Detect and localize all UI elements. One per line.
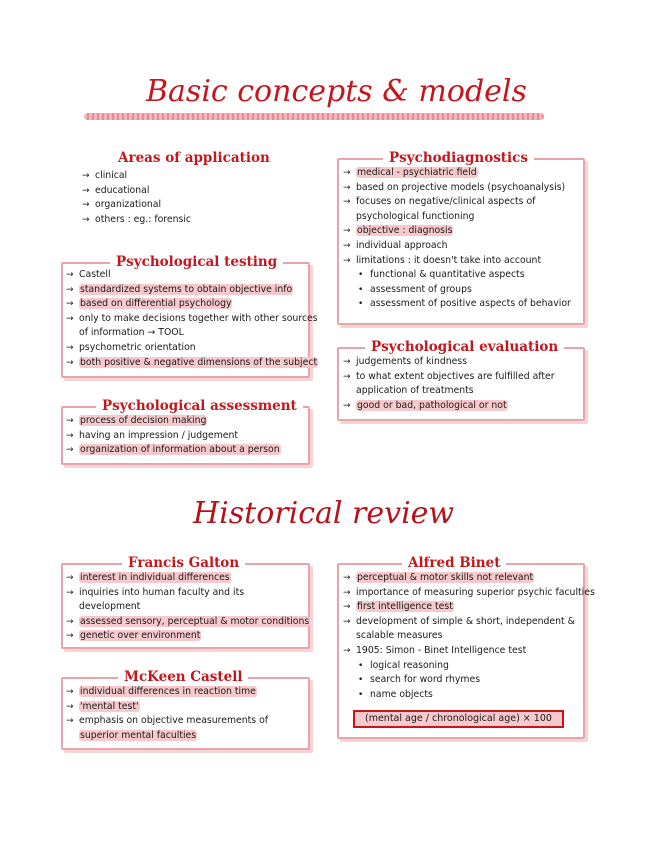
arrow-icon: → — [66, 573, 74, 583]
list-item: → emphasis on objective measurements of — [66, 714, 268, 729]
binet-title: Alfred Binet — [402, 555, 506, 571]
list-item: application of treatments — [356, 385, 474, 397]
arrow-icon: → — [343, 255, 351, 266]
list-item: → educational — [82, 184, 150, 196]
list-item: → inquiries into human faculty and its — [66, 586, 310, 601]
list-item: → based on differential psychology — [66, 297, 318, 312]
list-item: → others : eg.: forensic — [82, 213, 192, 225]
arrow-icon: → — [343, 616, 351, 627]
arrow-icon: → — [66, 631, 74, 642]
list-item: • assessment of groups — [343, 283, 571, 298]
list-item: → Castell — [66, 268, 318, 283]
arrow-icon: → — [343, 400, 351, 411]
arrow-icon: → — [66, 416, 74, 426]
list-item: → clinical — [82, 170, 128, 181]
testing-list — [66, 268, 318, 370]
arrow-icon: → — [343, 168, 351, 178]
list-item: → judgements of kindness — [343, 355, 555, 370]
arrow-icon: → — [66, 270, 74, 280]
arrow-icon: → — [343, 240, 351, 251]
arrow-icon: → — [343, 197, 351, 208]
list-item: → only to make decisions together with other sources — [66, 312, 318, 327]
psychodiagnostics-title: Psychodiagnostics — [383, 150, 534, 166]
list-item: → psychometric orientation — [66, 341, 318, 356]
arrow-icon: → — [66, 313, 74, 324]
list-item: → process of decision making — [66, 414, 281, 429]
arrow-icon: → — [343, 357, 351, 367]
arrow-icon: → — [343, 371, 351, 382]
list-item: → 'mental test' — [66, 700, 268, 715]
list-item: • functional & quantitative aspects — [343, 268, 571, 283]
list-item: • assessment of positive aspects of behavior — [343, 297, 571, 312]
evaluation-title: Psychological evaluation — [365, 339, 564, 355]
list-item: → individual differences in reaction time — [66, 685, 268, 700]
arrow-icon: → — [66, 687, 74, 697]
list-item: → organizational — [82, 199, 162, 211]
iq-formula: (mental age / chronological age) × 100 — [353, 710, 564, 728]
list-item: → individual approach — [343, 239, 571, 254]
title-underline — [84, 113, 544, 120]
list-item: → based on projective models (psychoanalysis) — [343, 181, 571, 196]
cattell-list — [66, 685, 268, 743]
arrow-icon: → — [66, 445, 74, 456]
psychodiagnostics-list — [343, 166, 571, 312]
testing-title: Psychological testing — [110, 254, 283, 270]
arrow-icon: → — [343, 602, 351, 613]
areas-list — [82, 169, 191, 227]
list-item: → good or bad, pathological or not — [343, 399, 555, 414]
arrow-icon: → — [66, 299, 74, 310]
arrow-icon: → — [343, 645, 351, 656]
arrow-icon: → — [343, 587, 351, 598]
bullet-icon: • — [358, 284, 364, 295]
list-item: → objective : diagnosis — [343, 224, 571, 239]
list-item: → development of simple & short, independent & — [343, 615, 595, 630]
assessment-title: Psychological assessment — [96, 398, 303, 414]
arrow-icon: → — [66, 616, 74, 627]
assessment-list — [66, 414, 281, 458]
evaluation-list — [343, 355, 555, 413]
arrow-icon: → — [66, 284, 74, 295]
arrow-icon: → — [66, 342, 74, 353]
arrow-icon: → — [66, 701, 74, 712]
list-item: → to what extent objectives are fulfilled after — [343, 370, 555, 385]
list-item: → interest in individual differences — [66, 571, 310, 586]
list-item: → having an impression / judgement — [66, 429, 281, 444]
binet-list — [343, 571, 595, 702]
list-item: development — [79, 601, 141, 613]
list-item: psychological functioning — [356, 210, 475, 222]
list-item: → both positive & negative dimensions of the subject — [66, 356, 318, 371]
arrow-icon: → — [66, 430, 74, 441]
list-item: → medical - psychiatric field — [343, 166, 571, 181]
list-item: • search for word rhymes — [343, 673, 595, 688]
galton-title: Francis Galton — [122, 555, 245, 571]
list-item: of information → TOOL — [79, 327, 184, 339]
page-title: Basic concepts & models — [146, 74, 527, 109]
arrow-icon: → — [66, 357, 74, 368]
list-item: → perceptual & motor skills not relevant — [343, 571, 595, 586]
cattell-title: McKeen Castell — [118, 669, 248, 685]
list-item: → focuses on negative/clinical aspects of — [343, 195, 571, 210]
arrow-icon: → — [66, 716, 74, 727]
bullet-icon: • — [358, 675, 364, 686]
list-item: → organization of information about a person — [66, 443, 281, 458]
list-item: → standardized systems to obtain objective info — [66, 283, 318, 298]
bullet-icon: • — [358, 299, 364, 310]
list-item: scalable measures — [356, 630, 443, 642]
bullet-icon: • — [358, 689, 364, 700]
list-item: → importance of measuring superior psychic faculties — [343, 586, 595, 601]
arrow-icon: → — [66, 587, 74, 598]
list-item: superior mental faculties — [80, 729, 197, 741]
list-item: → 1905: Simon - Binet Intelligence test — [343, 644, 595, 659]
galton-list — [66, 571, 310, 644]
historical-title: Historical review — [193, 496, 455, 531]
arrow-icon: → — [343, 226, 351, 237]
list-item: → assessed sensory, perceptual & motor conditions — [66, 615, 310, 630]
arrow-icon: → — [343, 573, 351, 583]
list-item: → limitations : it doesn't take into account — [343, 254, 571, 269]
list-item: • logical reasoning — [343, 659, 595, 674]
list-item: → genetic over environment — [66, 629, 310, 644]
bullet-icon: • — [358, 270, 364, 281]
bullet-icon: • — [358, 660, 364, 671]
list-item: → first intelligence test — [343, 600, 595, 615]
areas-title: Areas of application — [112, 150, 276, 166]
arrow-icon: → — [343, 182, 351, 193]
list-item: • name objects — [343, 688, 595, 703]
